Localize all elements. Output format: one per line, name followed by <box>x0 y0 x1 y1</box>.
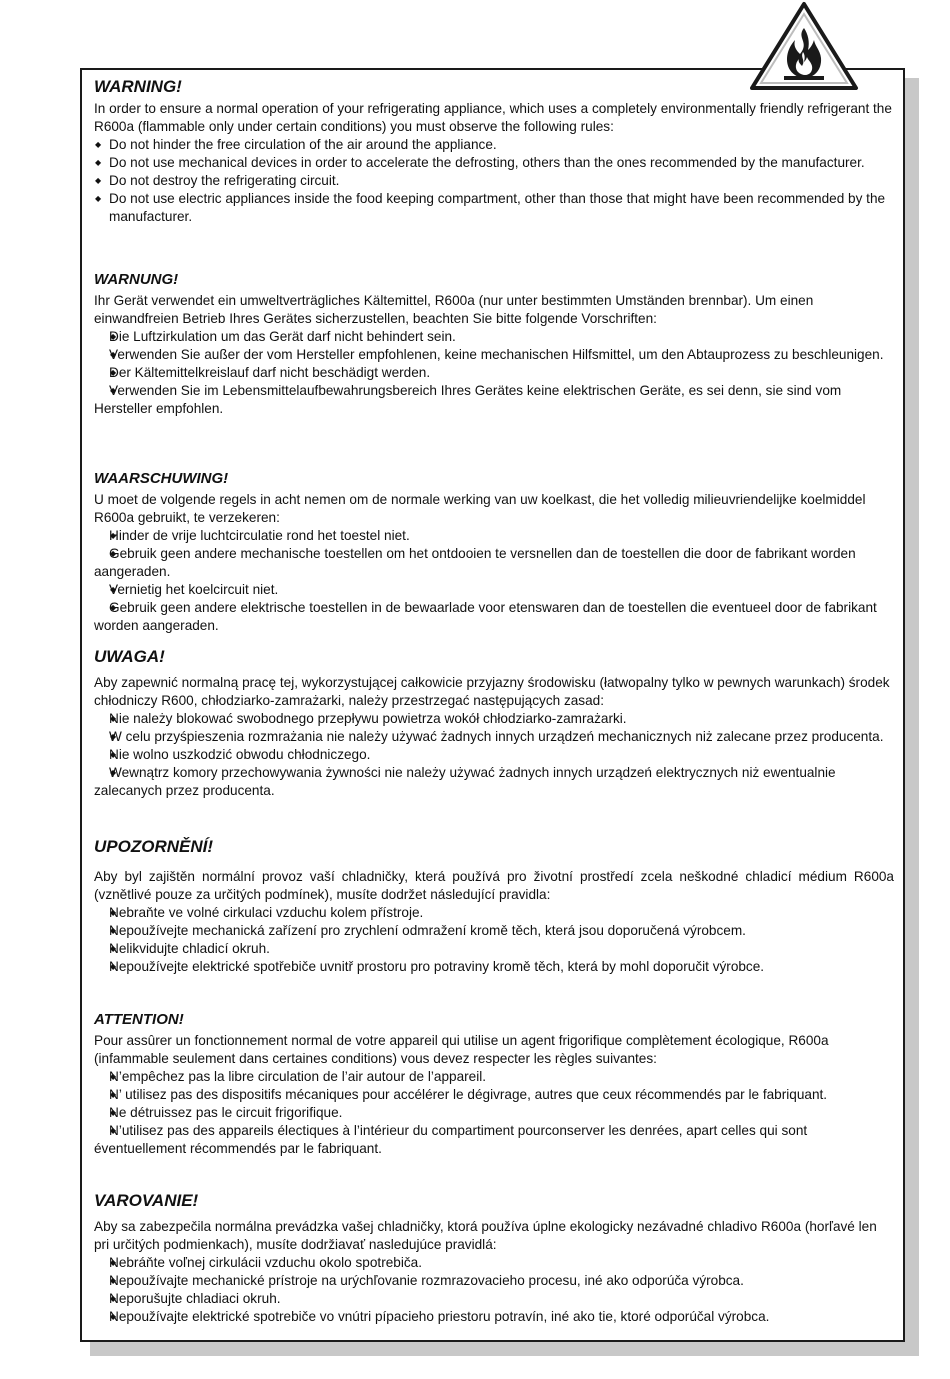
list-item: ◆ Wewnątrz komory przechowywania żywności nie należy używać żadnych innych urządzeń elektrycznych niż ewentualnie zalecanych przez producenta. <box>94 764 894 800</box>
list-item: ◆ Nepoužívejte mechanická zařízení pro zrychlení odmražení kromě těch, která jsou doporučená výrobcem. <box>94 922 894 940</box>
rule-list <box>94 710 894 800</box>
list-item: ◆ W celu przyśpieszenia rozmrażania nie należy używać żadnych innych urządzeń mechanicznych niż zalecane przez producenta. <box>94 728 894 746</box>
list-item: ◆ Hinder de vrije luchtcirculatie rond het toestel niet. <box>94 527 894 545</box>
list-item: ◆ Verwenden Sie außer der vom Hersteller empfohlenen, keine mechanischen Hilfsmittel, um den Abtauprozess zu beschleunigen. <box>94 346 894 364</box>
list-item: ◆ Die Luftzirkulation um das Gerät darf nicht behindert sein. <box>94 328 894 346</box>
list-item: ◆ Gebruik geen andere elektrische toestellen in de bewaarlade voor etenswaren dan de toestellen die eventueel door de fabrikant worden aangeraden. <box>94 599 894 635</box>
list-item: ◆ Der Kältemittelkreislauf darf nicht beschädigt werden. <box>94 364 894 382</box>
list-item: ◆ Do not hinder the free circulation of the air around the appliance. <box>94 136 894 154</box>
list-item: ◆ Nie wolno uszkodzić obwodu chłodniczego. <box>94 746 894 764</box>
section-intro: Ihr Gerät verwendet ein umweltverträgliches Kältemittel, R600a (nur unter bestimmten Umständen brennbar). Um einen einwandfreien Betrieb Ihres Gerätes sicherzustellen, beachten Sie bitte folgende Vorschriften: <box>94 293 814 326</box>
list-item: ◆ Gebruik geen andere mechanische toestellen om het ontdooien te versnellen dan de toestellen die door de fabrikant worden aangeraden. <box>94 545 894 581</box>
rule-list <box>94 1254 894 1326</box>
section-nl <box>94 469 894 635</box>
list-item: ◆ Neporušujte chladiaci okruh. <box>94 1290 894 1308</box>
section-sk <box>94 1190 894 1326</box>
rule-list <box>94 328 894 418</box>
list-item: ◆ Verwenden Sie im Lebensmittelaufbewahrungsbereich Ihres Gerätes keine elektrischen Geräte, es sei denn, sie sind vom Hersteller empfohlen. <box>94 382 894 418</box>
list-item: ◆ Ne détruissez pas le circuit frigorifique. <box>94 1104 894 1122</box>
rule-list <box>94 1068 894 1158</box>
section-intro: Aby sa zabezpečila normálna prevádzka vašej chladničky, ktorá používa úplne ekologicky nezávadné chladivo R600a (horľavé len pri určitých podmienkach), musíte dodržiavať nasledujúce pravidlá: <box>94 1219 877 1252</box>
rule-list <box>94 904 894 976</box>
section-heading: UWAGA! <box>94 647 165 666</box>
list-item: ◆ Do not destroy the refrigerating circuit. <box>94 172 894 190</box>
list-item: ◆ Do not use electric appliances inside the food keeping compartment, other than those that might have been recommended by the manufacturer. <box>94 190 894 226</box>
list-item: ◆ N’utilisez pas des appareils électiques à l’intérieur du compartiment pourconserver les denrées, apart celles qui sont éventuellement récommendés par le fabriquant. <box>94 1122 894 1158</box>
section-intro: In order to ensure a normal operation of your refrigerating appliance, which uses a completely environmentally friendly refrigerant the R600a (flammable only under certain conditions) you must observe the following rules: <box>94 101 892 134</box>
warning-box <box>80 68 905 1342</box>
section-en <box>94 76 894 226</box>
list-item: ◆ Nebráňte voľnej cirkulácii vzduchu okolo spotrebiča. <box>94 1254 894 1272</box>
rule-list <box>94 136 894 226</box>
section-cz <box>94 836 894 976</box>
section-heading: UPOZORNĚNÍ! <box>94 837 213 856</box>
section-intro: Aby byl zajištěn normální provoz vaší chladničky, která používá pro životní prostředí zcela neškodné chladicí médium R600a (vznětlivé pouze za určitých podmínek), musíte dodržet následující pravidla: <box>94 869 894 902</box>
section-heading: WARNING! <box>94 77 182 96</box>
list-item: ◆ Nepoužívajte mechanické prístroje na urýchľovanie rozmrazovacieho procesu, iné ako odporúča výrobca. <box>94 1272 894 1290</box>
section-heading: WAARSCHUWING! <box>94 470 229 487</box>
list-item: ◆ Vernietig het koelcircuit niet. <box>94 581 894 599</box>
list-item: ◆ Nelikvidujte chladicí okruh. <box>94 940 894 958</box>
list-item: ◆ Nie należy blokować swobodnego przepływu powietrza wokół chłodziarko-zamrażarki. <box>94 710 894 728</box>
rule-list <box>94 527 894 635</box>
list-item: ◆ Nepoužívajte elektrické spotrebiče vo vnútri pípacieho priestoru potravín, iné ako tie, ktoré odporúčal výrobca. <box>94 1308 894 1326</box>
section-heading: VAROVANIE! <box>94 1191 199 1210</box>
list-item: ◆ Nepoužívejte elektrické spotřebiče uvnitř prostoru pro potraviny kromě těch, která by mohl doporučit výrobce. <box>94 958 894 976</box>
section-de <box>94 270 894 418</box>
section-heading: WARNUNG! <box>94 271 179 288</box>
section-pl <box>94 646 894 800</box>
section-intro: Pour assûrer un fonctionnement normal de votre appareil qui utilise un agent frigorifique complètement écologique, R600a (infammable seulement dans certaines conditions) vous devez respecter les règles suivantes: <box>94 1033 829 1066</box>
list-item: ◆ Do not use mechanical devices in order to accelerate the defrosting, others than the ones recommended by the manufacturer. <box>94 154 894 172</box>
section-intro: U moet de volgende regels in acht nemen om de normale werking van uw koelkast, die het volledig milieuvriendelijke koelmiddel R600a gebruikt, te verzekeren: <box>94 492 866 525</box>
section-intro: Aby zapewnić normalną pracę tej, wykorzystującej całkowicie przyjazny środowisku (łatwopalny tylko w pewnych warunkach) środek chłodniczy R600, chłodziarko-zamrażarki, należy przestrzegać następujących zasad: <box>94 675 890 708</box>
flammable-warning-icon <box>748 0 860 92</box>
list-item: ◆ N’ utilisez pas des dispositifs mécaniques pour accélérer le dégivrage, autres que ceux récommendés par le fabriquant. <box>94 1086 894 1104</box>
list-item: ◆ Nebraňte ve volné cirkulaci vzduchu kolem přístroje. <box>94 904 894 922</box>
section-fr <box>94 1010 894 1158</box>
section-heading: ATTENTION! <box>94 1011 184 1028</box>
list-item: ◆ N’empêchez pas la libre circulation de l’air autour de l’appareil. <box>94 1068 894 1086</box>
